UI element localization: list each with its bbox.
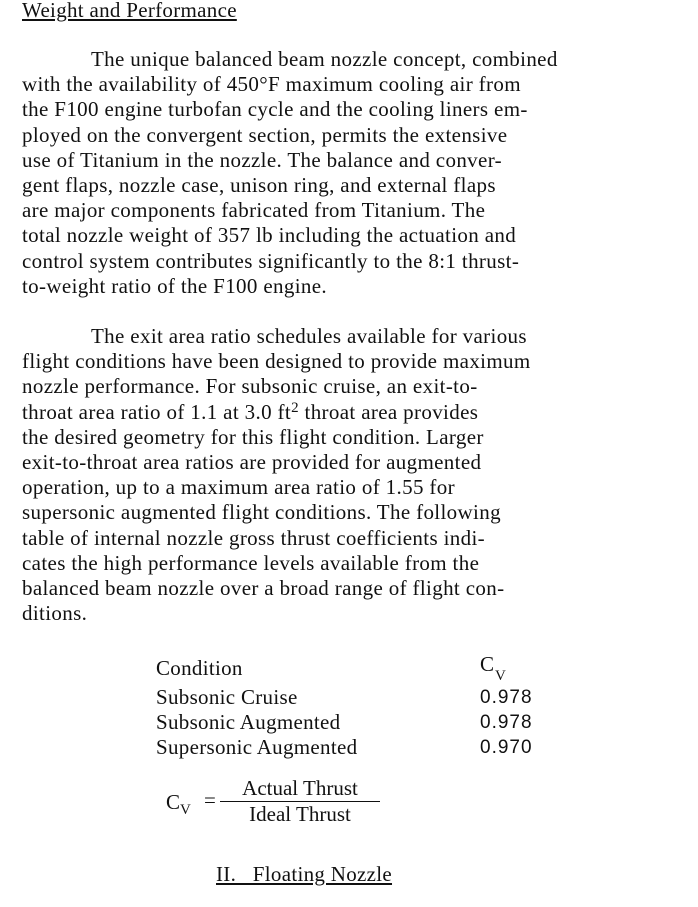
cv-cell: 0.978 (480, 687, 533, 709)
condition-cell: Subsonic Augmented (156, 710, 341, 735)
table-row (156, 735, 576, 760)
paragraph-line-with-superscript (22, 400, 692, 425)
paragraph-line: The unique balanced beam nozzle concept, combined (91, 47, 558, 71)
paragraph-line: exit-to-throat area ratios are provided for augmented (22, 450, 482, 475)
paragraph-line: the desired geometry for this flight condition. Larger (22, 424, 484, 449)
paragraph-performance (22, 324, 692, 626)
paragraph-line: are major components fabricated from Titanium. The (22, 198, 486, 223)
cv-cell: 0.978 (480, 712, 533, 734)
paragraph-line: with the availability of 450°F maximum cooling air from (22, 72, 521, 97)
paragraph-line: The exit area ratio schedules available for various (91, 324, 527, 348)
line-text-pre: throat area ratio of 1.1 at 3.0 ft (22, 399, 292, 424)
paragraph-weight (22, 47, 692, 299)
formula-denominator: Ideal Thrust (249, 802, 351, 826)
section-heading: Weight and Performance (22, 0, 237, 22)
formula-lhs (166, 790, 191, 819)
paragraph-line: ployed on the convergent section, permits the extensive (22, 122, 508, 147)
paragraph-line: supersonic augmented flight conditions. The following (22, 500, 501, 525)
next-section-heading: II. Floating Nozzle (216, 862, 393, 886)
paragraph-line: gent flaps, nozzle case, unison ring, and external flaps (22, 173, 496, 198)
paragraph-line: use of Titanium in the nozzle. The balance and conver- (22, 147, 502, 172)
table-row (156, 710, 576, 735)
paragraph-line: ditions. (22, 601, 88, 626)
formula-equals: = (204, 788, 216, 812)
formula-lhs-main: C (166, 790, 181, 814)
header-cv (480, 652, 576, 685)
table-header-row (156, 652, 576, 685)
paragraph-line: the F100 engine turbofan cycle and the cooling liners em- (22, 97, 528, 122)
formula-numerator: Actual Thrust (220, 776, 380, 802)
table-row (156, 685, 576, 710)
thrust-coefficient-table (156, 652, 576, 760)
paragraph-line: to-weight ratio of the F100 engine. (22, 273, 328, 298)
paragraph-line: balanced beam nozzle over a broad range of flight con- (22, 576, 505, 601)
formula-fraction (220, 776, 380, 826)
paragraph-line: control system contributes significantly to the 8:1 thrust- (22, 248, 520, 273)
header-cv-main: C (480, 652, 496, 676)
paragraph-line: flight conditions have been designed to provide maximum (22, 349, 531, 374)
header-condition: Condition (156, 656, 243, 681)
condition-cell: Subsonic Cruise (156, 685, 298, 710)
paragraph-line: operation, up to a maximum area ratio of 1.55 for (22, 475, 455, 500)
paragraph-line: nozzle performance. For subsonic cruise, an exit-to- (22, 374, 478, 399)
cv-cell: 0.970 (480, 737, 533, 759)
line-text-post: throat area provides (298, 399, 479, 424)
paragraph-line: table of internal nozzle gross thrust coefficients indi- (22, 525, 485, 550)
paragraph-line: total nozzle weight of 357 lb including the actuation and (22, 223, 517, 248)
formula-lhs-subscript: V (180, 802, 191, 819)
superscript-exponent: 2 (291, 399, 299, 416)
header-cv-subscript: V (495, 668, 507, 685)
paragraph-line: cates the high performance levels available from the (22, 550, 480, 575)
condition-cell: Supersonic Augmented (156, 735, 358, 760)
